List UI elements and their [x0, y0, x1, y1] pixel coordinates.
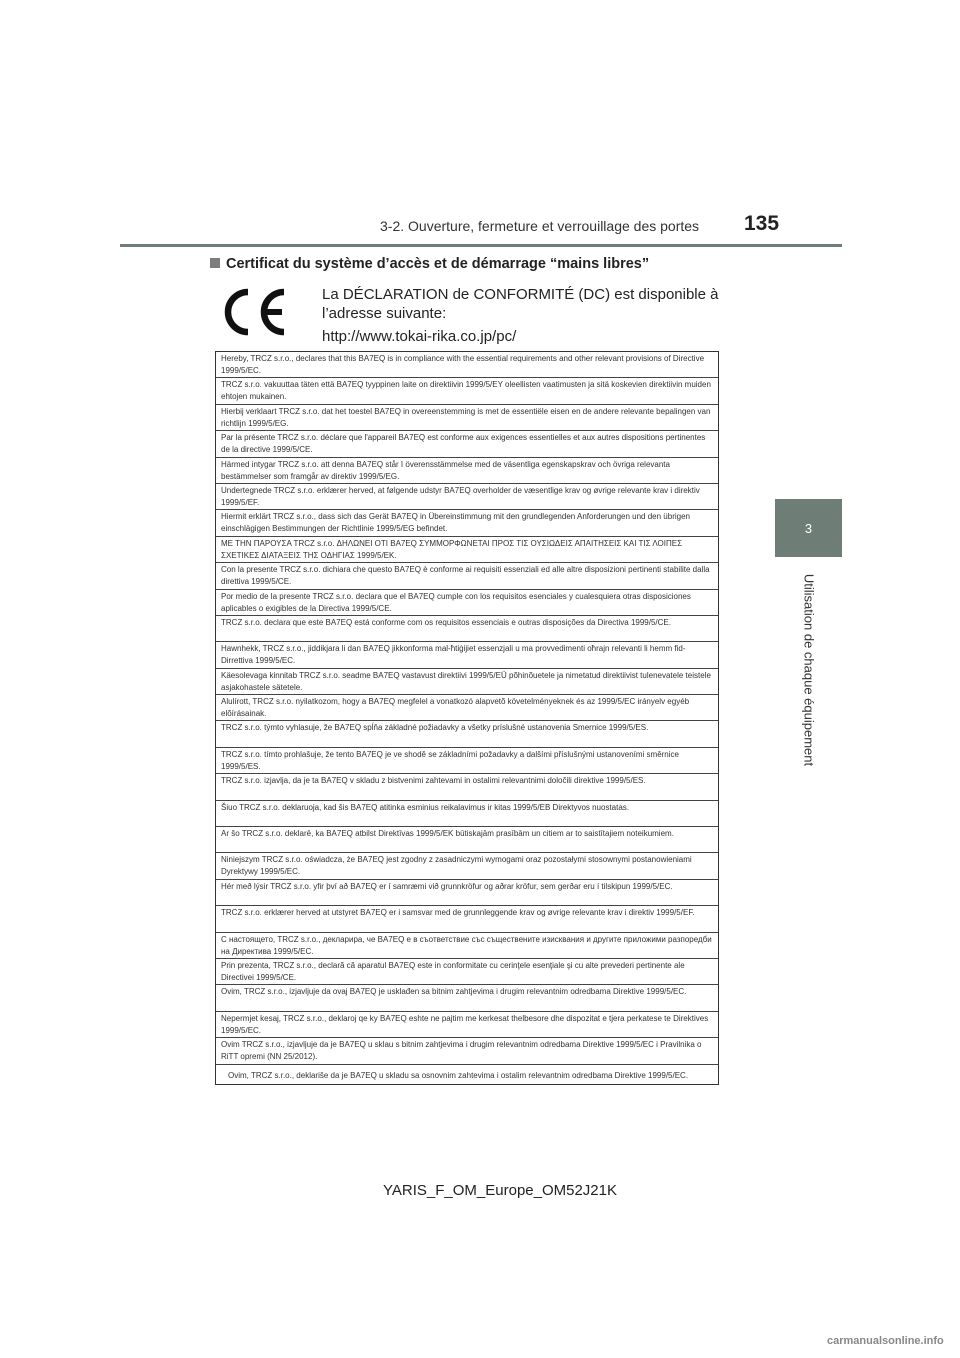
declaration-row: Con la presente TRCZ s.r.o. dichiara che questo BA7EQ è conforme ai requisiti essenziali ed alle altre disposizioni pertinenti stabilite dalla direttiva 1999/5/CE.: [216, 563, 718, 589]
declaration-row: Par la présente TRCZ s.r.o. déclare que l'appareil BA7EQ est conforme aux exigences essentielles et aux autres dispositions pertinentes de la directive 1999/5/CE.: [216, 431, 718, 457]
declaration-row: TRCZ s.r.o. vakuuttaa täten että BA7EQ tyyppinen laite on direktiivin 1999/5/EY oleellisten vaatimusten ja sitä koskevien direktiivin muiden ehtojen mukainen.: [216, 378, 718, 404]
chapter-tab-number: 3: [804, 520, 813, 536]
manual-code: YARIS_F_OM_Europe_OM52J21K: [383, 1182, 618, 1199]
declaration-row: Ar šo TRCZ s.r.o. deklarē, ka BA7EQ atbilst Direktīvas 1999/5/EK būtiskajām prasībām un citiem ar to saistītajiem noteikumiem.: [216, 827, 718, 853]
declaration-row: Härmed intygar TRCZ s.r.o. att denna BA7EQ står I överensstämmelse med de väsentliga egenskapskrav och övriga relevanta bestämmelser som framgår av direktiv 1999/5/EG.: [216, 458, 718, 484]
declaration-row: Prin prezenta, TRCZ s.r.o., declară că aparatul BA7EQ este in conformitate cu cerinţele esenţiale şi cu alte prevederi pertinente ale Directivei 1999/5/CE.: [216, 959, 718, 985]
conformity-statement: [322, 285, 752, 346]
declaration-table: [215, 351, 719, 1085]
declaration-row: Hiermit erklärt TRCZ s.r.o., dass sich das Gerät BA7EQ in Übereinstimmung mit den grundlegenden Anforderungen und den übrigen einschlägigen Bestimmungen der Richtlinie 1999/5/EG befindet.: [216, 510, 718, 536]
declaration-row: TRCZ s.r.o. erklærer herved at utstyret BA7EQ er i samsvar med de grunnleggende krav og øvrige relevante krav i direktiv 1999/5/EF.: [216, 906, 718, 932]
declaration-row: ΜΕ ΤΗΝ ΠΑΡΟΥΣΑ TRCZ s.r.o. ΔΗΛΩΝΕΙ ΟΤΙ BA7EQ ΣΥΜΜΟΡΦΩΝΕΤΑΙ ΠΡΟΣ ΤΙΣ ΟΥΣΙΩΔΕΙΣ ΑΠΑΙΤΗΣΕΙΣ ΚΑΙ ΤΙΣ ΛΟΙΠΕΣ ΣΧΕΤΙΚΕΣ ΔΙΑΤΑΞΕΙΣ ΤΗΣ ΟΔΗΓΙΑΣ 1999/5/ΕΚ.: [216, 537, 718, 563]
conformity-text: La DÉCLARATION de CONFORMITÉ (DC) est disponible à l’adresse suivante:: [322, 286, 719, 322]
declaration-row: Por medio de la presente TRCZ s.r.o. declara que el BA7EQ cumple con los requisitos esenciales y cualesquiera otras disposiciones aplicables o exigibles de la Directiva 1999/5/CE.: [216, 590, 718, 616]
ce-mark-icon: [222, 286, 290, 338]
declaration-row: TRCZ s.r.o. izjavlja, da je ta BA7EQ v skladu z bistvenimi zahtevami in ostalimi relevantnimi določili direktive 1999/5/ES.: [216, 774, 718, 800]
declaration-row: Hawnhekk, TRCZ s.r.o., jiddikjara li dan BA7EQ jikkonforma mal-ħtiġijiet essenzjali u ma provvedimenti oħrajn relevanti li hemm fid-Dirrettiva 1999/5/EC.: [216, 642, 718, 668]
declaration-row: Ovim, TRCZ s.r.o., deklariše da je BA7EQ u skladu sa osnovnim zahtevima i ostalim relevantnim odredbama Direktive 1999/5/EC.: [228, 1070, 689, 1080]
declaration-row: Käesolevaga kinnitab TRCZ s.r.o. seadme BA7EQ vastavust direktiivi 1999/5/EÜ põhinõuetele ja nimetatud direktiivist tulenevatele teistele asjakohastele sätetele.: [216, 669, 718, 695]
declaration-row: С настоящето, TRCZ s.r.o., декларира, че BA7EQ е в съответствие със съществените изисквания и другите приложими разпоредби на Директива 1999/5/ЕС.: [216, 933, 718, 959]
chapter-tab: [775, 499, 842, 557]
declaration-row: TRCZ s.r.o. tímto prohlašuje, že tento BA7EQ je ve shodě se základními požadavky a dalšími příslušnými ustanoveními směrnice 1999/5/ES.: [216, 748, 718, 774]
square-bullet-icon: [210, 258, 220, 268]
conformity-url: http://www.tokai-rika.co.jp/pc/: [322, 328, 517, 345]
declaration-row: Ovim, TRCZ s.r.o., izjavljuje da ovaj BA7EQ je usklađen sa bitnim zahtjevima i drugim relevantnim odredbama Direktive 1999/5/EC.: [216, 985, 718, 1011]
declaration-row: Nepermjet kesaj, TRCZ s.r.o., deklaroj qe ky BA7EQ eshte ne pajtim me kerkesat thelbesore dhe dispozitat e tjera perkatese te Direktives 1999/5/EC.: [216, 1012, 718, 1038]
declaration-row: Undertegnede TRCZ s.r.o. erklærer herved, at følgende udstyr BA7EQ overholder de væsentlige krav og øvrige relevante krav i direktiv 1999/5/EF.: [216, 484, 718, 510]
chapter-side-label: [773, 570, 845, 770]
declaration-row: Niniejszym TRCZ s.r.o. oświadcza, że BA7EQ jest zgodny z zasadniczymi wymogami oraz pozostałymi stosownymi postanowieniami Dyrektywy 1999/5/EC.: [216, 853, 718, 879]
chapter-title: 3-2. Ouverture, fermeture et verrouillage des portes: [380, 218, 700, 234]
declaration-row: Šiuo TRCZ s.r.o. deklaruoja, kad šis BA7EQ atitinka esminius reikalavimus ir kitas 1999/5/EB Direktyvos nuostatas.: [216, 801, 718, 827]
declaration-row: TRCZ s.r.o. týmto vyhlasuje, že BA7EQ spĺňa základné požiadavky a všetky príslušné ustanovenia Smernice 1999/5/ES.: [216, 721, 718, 747]
declaration-row: Hierbij verklaart TRCZ s.r.o. dat het toestel BA7EQ in overeenstemming is met de essentiële eisen en de andere relevante bepalingen van richtlijn 1999/5/EG.: [216, 405, 718, 431]
chapter-side-label-text: Utilisation de chaque équipement: [801, 573, 817, 767]
header-divider: [120, 244, 842, 247]
section-heading: [210, 256, 649, 272]
declaration-row: Hér með lýsir TRCZ s.r.o. yfir því að BA7EQ er í samræmi við grunnkröfur og aðrar kröfur, sem gerðar eru í tilskipun 1999/5/EC.: [216, 880, 718, 906]
declaration-row: TRCZ s.r.o. declara que este BA7EQ está conforme com os requisitos essenciais e outras disposições da Directiva 1999/5/CE.: [216, 616, 718, 642]
declaration-row: Ovim TRCZ s.r.o., izjavljuje da je BA7EQ u sklau s bitnim zahtjevima i drugim relevantnim odredbama Direktive 1999/5/EC i Pravilnika o RiTT opremi (NN 25/2012).: [216, 1038, 718, 1064]
declaration-row: Alulírott, TRCZ s.r.o. nyilatkozom, hogy a BA7EQ megfelel a vonatkozó alapvetõ követelményeknek és az 1999/5/EC irányelv egyéb elõírásainak.: [216, 695, 718, 721]
declaration-row: Hereby, TRCZ s.r.o., declares that this BA7EQ is in compliance with the essential requirements and other relevant provisions of Directive 1999/5/EC.: [216, 352, 718, 378]
watermark: carmanualsonline.info: [827, 1335, 944, 1347]
section-heading-text: Certificat du système d’accès et de démarrage “mains libres”: [226, 256, 650, 272]
page-number: 135: [744, 212, 780, 235]
